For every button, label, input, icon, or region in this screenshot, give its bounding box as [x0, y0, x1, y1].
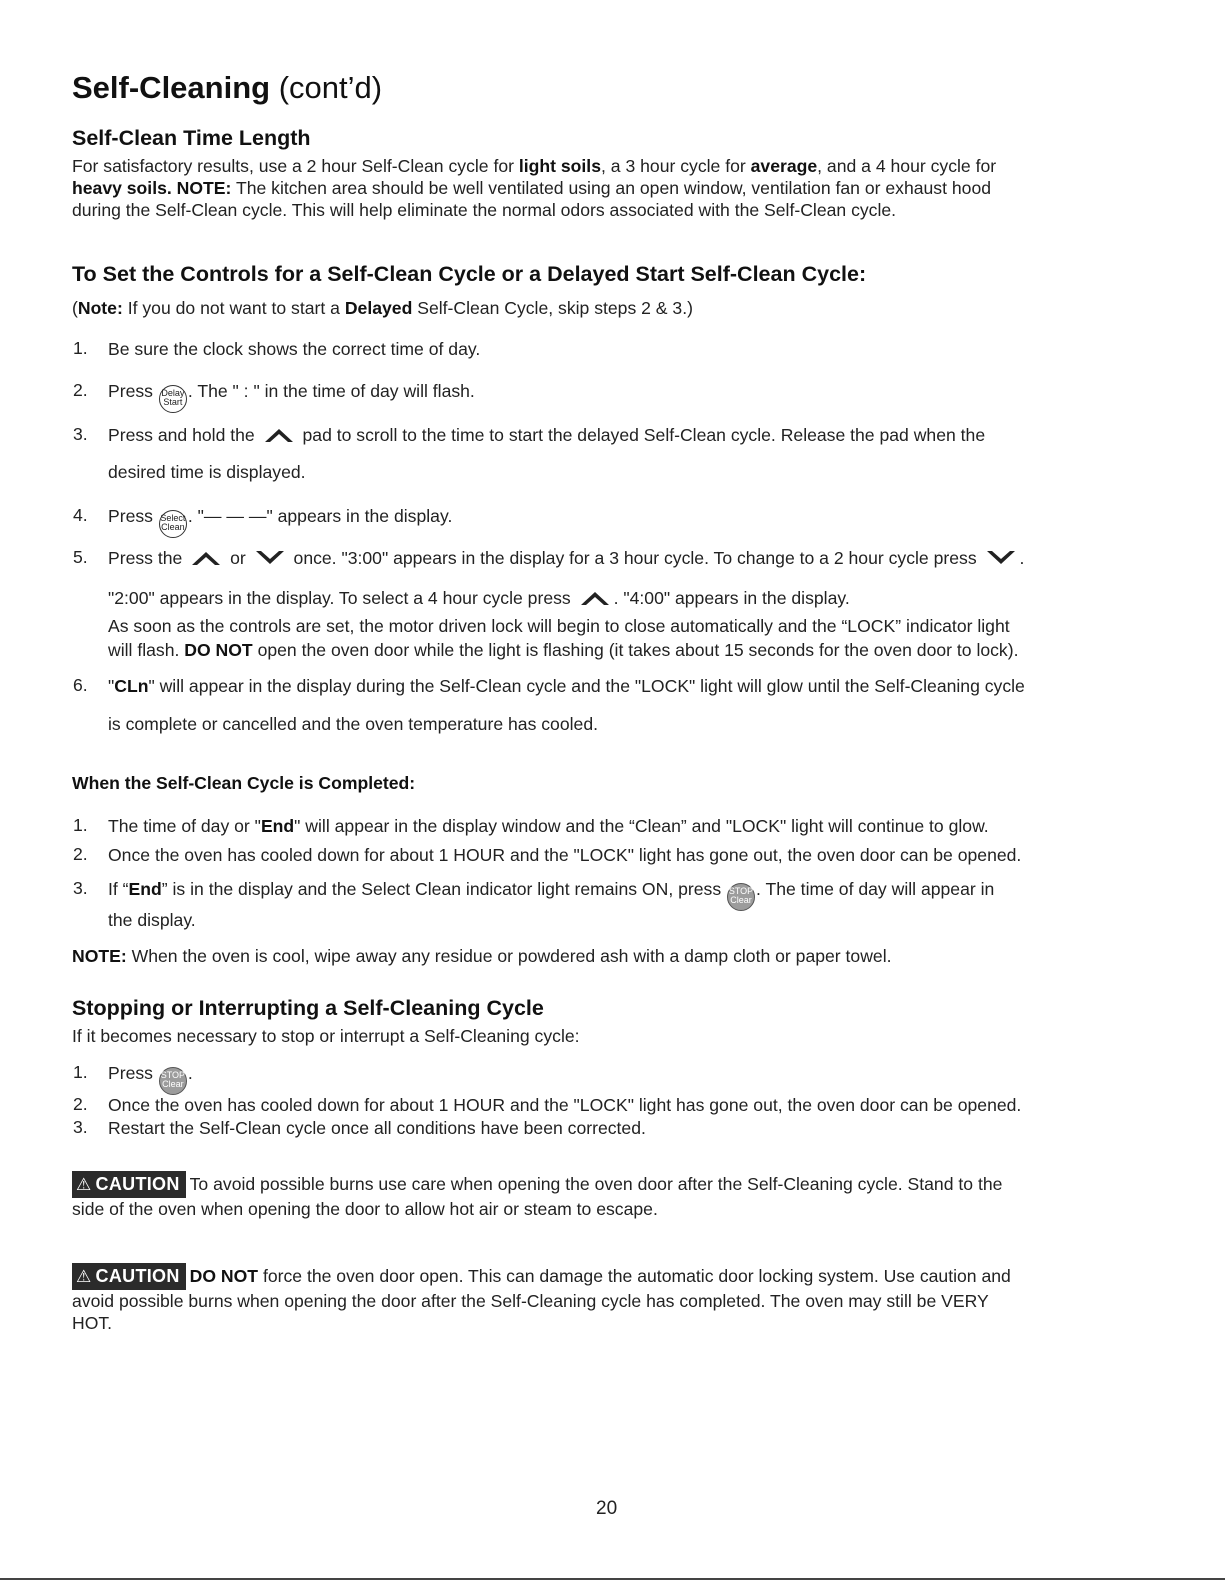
- up-arrow-icon: [580, 589, 610, 611]
- step-number: 1.: [73, 338, 88, 358]
- caution-1: [72, 1171, 1002, 1220]
- completed-heading: When the Self-Clean Cycle is Completed:: [72, 773, 416, 793]
- page-title: [72, 70, 382, 106]
- stop-clear-button-icon: STOP Clear: [727, 883, 755, 911]
- page-title-suffix: (cont’d): [278, 70, 383, 105]
- step-number: 3.: [73, 424, 88, 444]
- step-number: 2.: [73, 380, 88, 400]
- time-length-line-2: heavy soils. NOTE: The kitchen area should be well ventilated using an open window, ventilation fan or exhaust hood: [72, 178, 992, 198]
- step-5-line-2: "2:00" appears in the display. To select a 4 hour cycle press . "4:00" appears in the display.: [108, 587, 850, 611]
- completed-step-3-continued: the display.: [108, 910, 196, 930]
- step-5-text: Press the or once. "3:00" appears in the display for a 3 hour cycle. To change to a 2 hour cycle press .: [108, 547, 1024, 571]
- select-clean-button-icon: Select Clean: [159, 510, 187, 538]
- step-4-text: Press Select Clean. "— — —" appears in the display.: [108, 505, 452, 538]
- time-length-heading: Self-Clean Time Length: [72, 126, 311, 150]
- caution-1-line-1: ⚠ CAUTION To avoid possible burns use care when opening the oven door after the Self-Cleaning cycle. Stand to the: [72, 1171, 1002, 1198]
- step-2-text: Press Delay Start. The " : " in the time of day will flash.: [108, 380, 475, 413]
- up-arrow-icon: [191, 549, 221, 571]
- step-number: 6.: [73, 675, 88, 695]
- step-6-text: "CLn" will appear in the display during the Self-Clean cycle and the "LOCK" light will glow until the Self-Cleaning cycle: [108, 676, 1025, 696]
- caution-2: [72, 1263, 1011, 1334]
- step-3-text: Press and hold the pad to scroll to the time to start the delayed Self-Clean cycle. Release the pad when the: [108, 424, 985, 448]
- step-number: 5.: [73, 547, 88, 567]
- warning-triangle-icon: ⚠: [76, 1267, 92, 1286]
- step-3-continued: desired time is displayed.: [108, 462, 306, 482]
- delay-start-button-icon: Delay Start: [159, 385, 187, 413]
- time-length-paragraph: [72, 155, 996, 221]
- stopping-heading: Stopping or Interrupting a Self-Cleaning Cycle: [72, 996, 544, 1020]
- up-arrow-icon: [264, 426, 294, 448]
- completed-step-2: Once the oven has cooled down for about 1 HOUR and the "LOCK" light has gone out, the oven door can be opened.: [108, 845, 1022, 865]
- page-title-bold: Self-Cleaning: [72, 70, 271, 105]
- caution-label: ⚠ CAUTION: [72, 1263, 186, 1290]
- down-arrow-icon: [986, 549, 1016, 571]
- stopping-intro: If it becomes necessary to stop or interrupt a Self-Cleaning cycle:: [72, 1026, 580, 1046]
- step-5-line-4: will flash. DO NOT open the oven door while the light is flashing (it takes about 15 seconds for the oven door to lock).: [108, 640, 1019, 660]
- page-number: 20: [596, 1498, 618, 1519]
- step-number: 4.: [73, 505, 88, 525]
- step-number: 3.: [73, 1117, 88, 1137]
- caution-label: ⚠ CAUTION: [72, 1171, 186, 1198]
- caution-2-line-3: HOT.: [72, 1313, 113, 1333]
- set-controls-heading: To Set the Controls for a Self-Clean Cycle or a Delayed Start Self-Clean Cycle:: [72, 262, 867, 286]
- step-6-continued: is complete or cancelled and the oven temperature has cooled.: [108, 714, 598, 734]
- down-arrow-icon: [255, 549, 285, 571]
- step-number: 2.: [73, 844, 88, 864]
- caution-1-line-2: side of the oven when opening the door to allow hot air or steam to escape.: [72, 1199, 658, 1219]
- step-1-text: Be sure the clock shows the correct time of day.: [108, 339, 481, 359]
- caution-2-line-1: ⚠ CAUTION DO NOT force the oven door open. This can damage the automatic door locking system. Use caution and: [72, 1263, 1011, 1290]
- caution-2-line-2: avoid possible burns when opening the door after the Self-Cleaning cycle has completed. The oven may still be VERY: [72, 1291, 989, 1311]
- time-length-line-1: For satisfactory results, use a 2 hour Self-Clean cycle for light soils, a 3 hour cycle for average, and a 4 hour cycle for: [72, 156, 997, 176]
- step-5-line-3: As soon as the controls are set, the motor driven lock will begin to close automatically and the “LOCK” indicator light: [108, 616, 1010, 636]
- step-number: 3.: [73, 878, 88, 898]
- completed-step-1: The time of day or "End" will appear in the display window and the “Clean” and "LOCK" light will continue to glow.: [108, 816, 989, 836]
- page-bottom-rule: [0, 1578, 1225, 1580]
- completed-note: NOTE: When the oven is cool, wipe away any residue or powdered ash with a damp cloth or paper towel.: [72, 946, 892, 966]
- step-number: 1.: [73, 815, 88, 835]
- step-number: 1.: [73, 1062, 88, 1082]
- stopping-step-2: Once the oven has cooled down for about 1 HOUR and the "LOCK" light has gone out, the oven door can be opened.: [108, 1095, 1022, 1115]
- time-length-line-3: during the Self-Clean cycle. This will help eliminate the normal odors associated with the Self-Clean cycle.: [72, 200, 897, 220]
- step-number: 2.: [73, 1094, 88, 1114]
- completed-step-3: If “End” is in the display and the Select Clean indicator light remains ON, press STOP Clear. The time of day will appear in: [108, 878, 994, 911]
- warning-triangle-icon: ⚠: [76, 1175, 92, 1194]
- stopping-step-1: Press STOP Clear.: [108, 1062, 193, 1095]
- stopping-step-3: Restart the Self-Clean cycle once all conditions have been corrected.: [108, 1118, 646, 1138]
- set-controls-note: (Note: If you do not want to start a Delayed Self-Clean Cycle, skip steps 2 & 3.): [72, 298, 693, 318]
- stop-clear-button-icon: STOP Clear: [159, 1067, 187, 1095]
